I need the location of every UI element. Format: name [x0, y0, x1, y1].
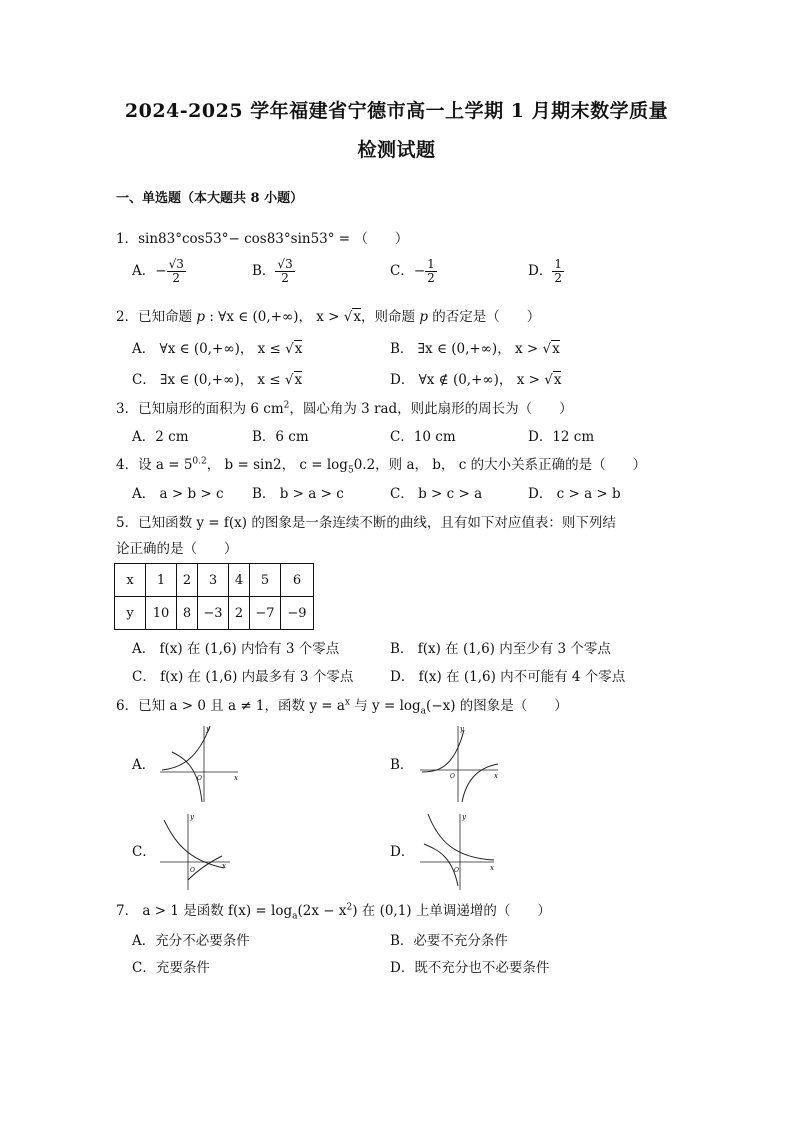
question-2-option-a: A． ∀x ∈ (0,+∞)， x ≤ √x: [132, 341, 303, 357]
svg-text:O: O: [190, 867, 195, 874]
table-cell: −3: [198, 597, 229, 630]
question-1-option-a: A．− $\frac{√3}{2}$: [132, 257, 184, 285]
question-7-option-d: D．既不充分也不必要条件: [390, 960, 550, 976]
question-5-value-table: [114, 563, 314, 630]
question-5-stem-line2: 论正确的是（ ）: [116, 541, 238, 557]
svg-text:x: x: [234, 774, 238, 782]
table-cell: 5: [250, 564, 281, 597]
table-cell: −7: [250, 597, 281, 630]
question-1-option-d: D． $\frac{1}{2}$: [528, 257, 562, 285]
question-7-option-c: C．充要条件: [132, 960, 210, 976]
question-6-option-b: B．: [390, 757, 414, 773]
question-1-stem: 1．sin83°cos53°− cos83°sin53° = （ ）: [116, 231, 409, 247]
table-cell-x-label: x: [115, 564, 146, 597]
svg-text:O: O: [454, 867, 459, 874]
question-5-option-a: A． f(x) 在 (1,6) 内恰有 3 个零点: [132, 641, 340, 657]
table-cell: 3: [198, 564, 229, 597]
question-7-option-b: B．必要不充分条件: [390, 933, 508, 949]
svg-text:x: x: [222, 862, 226, 870]
table-cell: 4: [229, 564, 250, 597]
question-6-option-c: C．: [132, 844, 156, 860]
svg-text:y: y: [460, 725, 464, 733]
svg-text:O: O: [197, 775, 202, 782]
question-1-option-c: C．− $\frac{1}{2}$: [390, 257, 435, 285]
document-title-line1: 2024-2025 学年福建省宁德市高一上学期 1 月期末数学质量: [124, 100, 669, 122]
question-3-option-d: D．12 cm: [528, 429, 595, 445]
table-cell: 1: [146, 564, 177, 597]
question-6-option-d: D．: [390, 844, 415, 860]
table-row-y: [115, 597, 314, 630]
svg-text:O: O: [450, 773, 455, 780]
question-4-option-c: C． b > c > a: [390, 486, 483, 502]
svg-text:y: y: [462, 813, 466, 821]
question-4-option-d: D． c > a > b: [528, 486, 621, 502]
section-heading: 一、单选题（本大题共 8 小题）: [116, 191, 304, 206]
table-row-x: [115, 564, 314, 597]
question-3-stem: 3．已知扇形的面积为 6 $cm^2$，圆心角为 3 rad，则此扇形的周长为（ ）: [116, 400, 573, 417]
question-6-stem: 6．已知 a > 0 且 a ≠ 1，函数 $y = a^x$ 与 $y = \log_a(-x)$ 的图象是（ ）: [116, 697, 568, 717]
question-5-option-c: C． f(x) 在 (1,6) 内最多有 3 个零点: [132, 669, 354, 685]
question-7-stem: 7． a > 1 是函数 $f(x) = \log_a(2x - x^2)$ 在 (0,1) 上单调递增的（ ）: [116, 902, 551, 922]
question-2-stem: 2．已知命题 p : ∀x ∈ (0,+∞)， x > √x，则命题 p 的否定是（ ）: [116, 309, 541, 325]
question-7-option-a: A．充分不必要条件: [132, 933, 250, 949]
question-6-graph-b: [418, 722, 502, 806]
table-cell: −9: [281, 597, 314, 630]
question-5-option-d: D． f(x) 在 (1,6) 内不可能有 4 个零点: [390, 669, 626, 685]
table-cell: 6: [281, 564, 314, 597]
svg-text:y: y: [190, 813, 194, 821]
table-cell: 8: [177, 597, 198, 630]
question-6-graph-d: [418, 810, 502, 894]
question-3-option-b: B．6 cm: [252, 429, 309, 445]
svg-text:x: x: [494, 772, 498, 780]
question-6-graph-a: [158, 722, 242, 806]
question-6-option-a: A．: [132, 757, 156, 773]
svg-text:y: y: [206, 725, 210, 733]
question-5-stem-line1: 5．已知函数 y = f(x) 的图象是一条连续不断的曲线，且有如下对应值表：则下列结: [116, 515, 616, 531]
question-2-option-d: D． ∀x ∉ (0,+∞)， x > √x: [390, 372, 562, 388]
question-2-option-c: C． ∃x ∈ (0,+∞)， x ≤ √x: [132, 372, 303, 388]
question-5-option-b: B． f(x) 在 (1,6) 内至少有 3 个零点: [390, 641, 611, 657]
question-4-option-b: B． b > a > c: [252, 486, 344, 502]
question-1-option-b: B． $\frac{√3}{2}$: [252, 257, 293, 285]
document-title-line2: 检测试题: [357, 139, 436, 161]
table-cell: 2: [177, 564, 198, 597]
question-4-stem: 4．设 $a = 5^{0.2}$， b = sin2， $c = \log_50.2$，则 a， b， c 的大小关系正确的是（ ）: [116, 456, 647, 476]
question-4-option-a: A． a > b > c: [132, 486, 224, 502]
table-cell: 10: [146, 597, 177, 630]
table-cell-y-label: y: [115, 597, 146, 630]
question-3-option-c: C．10 cm: [390, 429, 456, 445]
question-6-graph-c: [158, 810, 242, 894]
question-3-option-a: A．2 cm: [132, 429, 189, 445]
table-cell: 2: [229, 597, 250, 630]
question-2-option-b: B． ∃x ∈ (0,+∞)， x > √x: [390, 341, 560, 357]
svg-text:x: x: [490, 864, 494, 872]
